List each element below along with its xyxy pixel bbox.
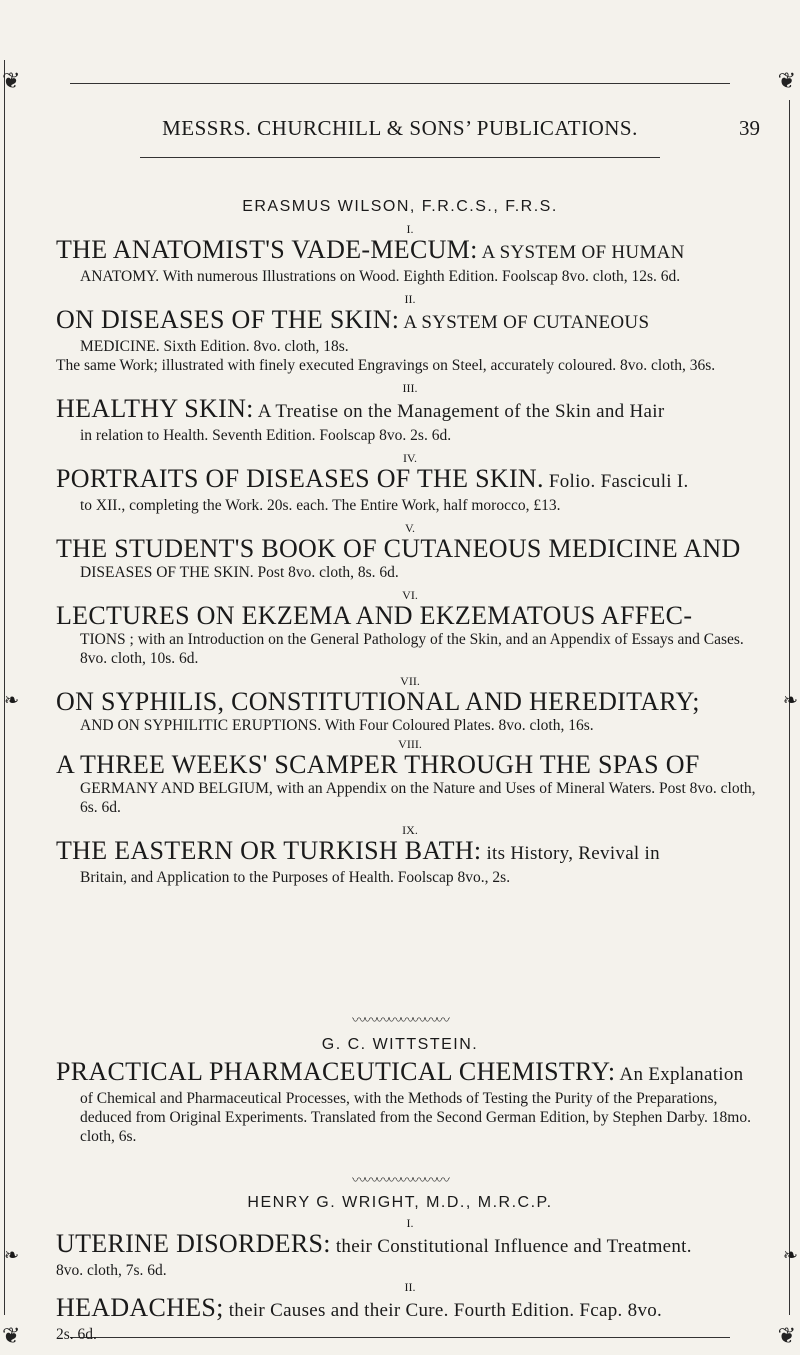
entry-number: VI.	[402, 588, 418, 602]
entry	[56, 381, 764, 445]
author-heading: G. C. WITTSTEIN.	[321, 1036, 479, 1053]
entry-number: VII.	[400, 674, 420, 688]
entry-title: ON DISEASES OF THE SKIN:	[56, 305, 400, 334]
entry-number: VIII.	[398, 737, 422, 751]
side-ornament-icon: ❧	[4, 690, 20, 710]
entry-title-line	[56, 465, 764, 496]
entry-title: PRACTICAL PHARMACEUTICAL CHEMISTRY:	[56, 1057, 616, 1086]
left-border-rule	[4, 60, 5, 1315]
entry-title-rest: A SYSTEM OF CUTANEOUS	[399, 312, 650, 333]
wavy-divider: 〰〰〰〰〰〰〰〰	[352, 1174, 448, 1189]
entry-title: A THREE WEEKS' SCAMPER THROUGH THE SPAS OF	[56, 750, 700, 779]
entry-description: TIONS ; with an Introduction on the General Pathology of the Skin, and an Appendix of Essays and Cases. 8vo. cloth, 10s. 6d.	[80, 631, 744, 667]
entry-description: AND ON SYPHILITIC ERUPTIONS. With Four Coloured Plates. 8vo. cloth, 16s.	[80, 717, 594, 734]
entry	[56, 1280, 764, 1344]
entry-title-rest: A Treatise on the Management of the Skin and Hair	[253, 401, 665, 422]
entry-description: of Chemical and Pharmaceutical Processes, with the Methods of Testing the Purity of the Preparations, deduced from Original Experiments. Translated from the Second German Edition, by Stephen Darby. 18mo. cloth, 6s.	[80, 1090, 751, 1145]
entry-description: GERMANY AND BELGIUM, with an Appendix on the Nature and Uses of Mineral Waters. Post 8vo. cloth, 6s. 6d.	[80, 780, 756, 816]
author-heading: ERASMUS WILSON, F.R.C.S., F.R.S.	[242, 198, 558, 215]
entry-title-rest: their Causes and their Cure. Fourth Edition. Fcap. 8vo.	[223, 1300, 663, 1321]
corner-ornament-icon: ❦	[2, 68, 21, 93]
page-number: 39	[739, 116, 760, 140]
entry-number: II.	[404, 1280, 416, 1294]
entry-title-line	[56, 395, 764, 426]
entry-description: Britain, and Application to the Purposes of Health. Foolscap 8vo., 2s.	[80, 869, 511, 886]
entry-title: LECTURES ON EKZEMA AND EKZEMATOUS AFFEC-	[56, 601, 693, 630]
entry-title: THE EASTERN OR TURKISH BATH:	[56, 836, 482, 865]
entry-title-rest: its History, Revival in	[481, 843, 660, 864]
entry	[56, 1058, 764, 1146]
entry-title-line	[56, 1230, 764, 1261]
entry-title: PORTRAITS OF DISEASES OF THE SKIN.	[56, 464, 544, 493]
entry	[56, 222, 764, 286]
entry-title-line	[56, 236, 764, 267]
header-rule	[140, 157, 660, 158]
entry-title-rest: A SYSTEM OF HUMAN	[477, 242, 685, 263]
entry-number: II.	[404, 292, 416, 306]
entry-title-line	[56, 1058, 764, 1089]
entry-number: IX.	[402, 823, 418, 837]
entry-title: HEADACHES;	[56, 1293, 224, 1322]
entry-description: 8vo. cloth, 7s. 6d.	[56, 1262, 167, 1279]
entry-description: ANATOMY. With numerous Illustrations on Wood. Eighth Edition. Foolscap 8vo. cloth, 12s. 6d.	[80, 268, 681, 285]
entry-title-rest: their Constitutional Influence and Treatment.	[330, 1236, 692, 1257]
section-wilson	[56, 222, 764, 887]
entry-description: 2s. 6d.	[56, 1326, 97, 1343]
entry-title-line	[56, 837, 764, 868]
entry-description: to XII., completing the Work. 20s. each. The Entire Work, half morocco, £13.	[80, 497, 561, 514]
corner-ornament-icon: ❦	[777, 68, 796, 93]
entry	[56, 521, 764, 582]
section-wittstein	[56, 1058, 764, 1146]
entry	[56, 451, 764, 515]
entry-title-line	[56, 751, 764, 779]
entry-description: DISEASES OF THE SKIN. Post 8vo. cloth, 8s. 6d.	[80, 564, 399, 581]
corner-ornament-icon: ❦	[2, 1323, 21, 1348]
top-rule	[70, 83, 730, 84]
entry-description-extra: The same Work; illustrated with finely executed Engravings on Steel, accurately coloured. 8vo. cloth, 36s.	[56, 357, 716, 374]
entry	[56, 737, 764, 817]
corner-ornament-icon: ❦	[777, 1323, 796, 1348]
entry-title-line	[56, 535, 764, 563]
entry-title-rest: Folio. Fasciculi I.	[543, 471, 689, 492]
section-wright	[56, 1216, 764, 1344]
entry-number: IV.	[402, 451, 418, 465]
entry	[56, 823, 764, 887]
side-ornament-icon: ❧	[782, 690, 798, 710]
entry-title: ON SYPHILIS, CONSTITUTIONAL AND HEREDITARY;	[56, 687, 700, 716]
entry-number: V.	[404, 521, 416, 535]
page-header	[0, 116, 800, 141]
entry-title: THE STUDENT'S BOOK OF CUTANEOUS MEDICINE AND	[56, 534, 741, 563]
entry-description: in relation to Health. Seventh Edition. Foolscap 8vo. 2s. 6d.	[80, 427, 452, 444]
entry-title-line	[56, 688, 764, 716]
wavy-divider: 〰〰〰〰〰〰〰〰	[352, 1014, 448, 1029]
entry-description: MEDICINE. Sixth Edition. 8vo. cloth, 18s.	[80, 338, 349, 355]
entry-title: HEALTHY SKIN:	[56, 394, 254, 423]
side-ornament-icon: ❧	[782, 1245, 798, 1265]
entry	[56, 1216, 764, 1280]
side-ornament-icon: ❧	[4, 1245, 20, 1265]
entry-title-line	[56, 1294, 764, 1325]
entry-title-line	[56, 306, 764, 337]
entry-title-line	[56, 602, 764, 630]
author-heading: HENRY G. WRIGHT, M.D., M.R.C.P.	[247, 1194, 553, 1211]
entry	[56, 292, 764, 375]
entry-title: THE ANATOMIST'S VADE-MECUM:	[56, 235, 478, 264]
page-title: MESSRS. CHURCHILL & SONS’ PUBLICATIONS.	[162, 116, 638, 140]
entry-title-rest: An Explanation	[615, 1064, 744, 1085]
entry-title: UTERINE DISORDERS:	[56, 1229, 331, 1258]
entry	[56, 588, 764, 668]
entry-number: III.	[402, 381, 418, 395]
entry-number: I.	[406, 1216, 414, 1230]
entry	[56, 674, 764, 735]
entry-number: I.	[406, 222, 414, 236]
